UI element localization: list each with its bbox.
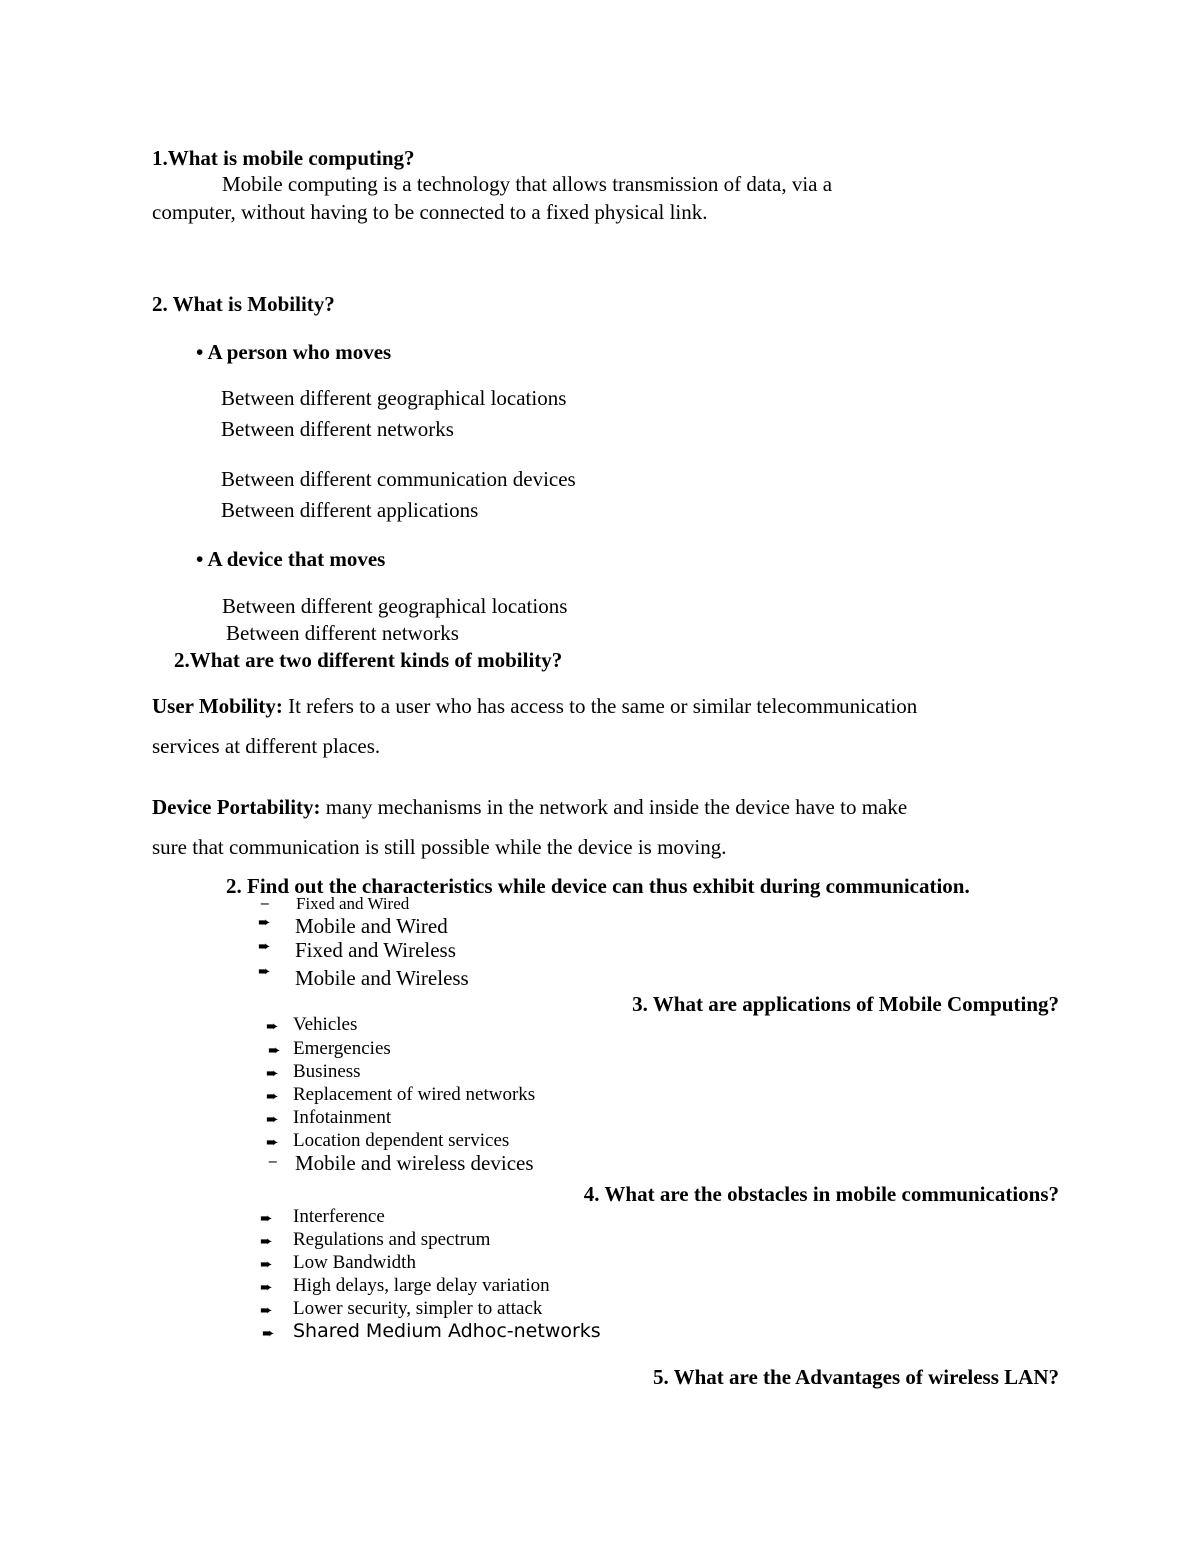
arrow-bullet-icon: ➨ [258,937,271,955]
q2c-item: Mobile and Wireless [295,966,469,990]
arrow-bullet-icon: ➨ [258,962,271,980]
q2c-item: Fixed and Wired [296,894,410,913]
device-portability-line1 [152,794,907,820]
user-mobility-line2: services at different places. [152,734,381,758]
q3-item: Infotainment [293,1107,392,1128]
arrow-bullet-icon: ➨ [260,1255,273,1273]
q4-item: Interference [293,1206,385,1227]
arrow-bullet-icon: ➨ [268,1041,281,1059]
q2-person-heading: • A person who moves [196,340,392,364]
q2c-title: 2. Find out the characteristics while device can thus exhibit during communication. [226,874,970,898]
arrow-bullet-icon: ➨ [260,1209,273,1227]
q4-item: Regulations and spectrum [293,1229,491,1250]
q1-title: 1.What is mobile computing? [152,146,415,170]
arrow-bullet-icon: ➨ [266,1133,279,1151]
arrow-bullet-icon: ➨ [262,1324,275,1342]
q4-title: 4. What are the obstacles in mobile communications? [583,1182,1059,1206]
device-portability-text: many mechanisms in the network and inside the device have to make [320,795,908,819]
q2-title: 2. What is Mobility? [152,292,335,316]
q2-person-item: Between different networks [221,417,454,441]
q1-answer-line2: computer, without having to be connected to a fixed physical link. [152,200,708,224]
q2b-title: 2.What are two different kinds of mobility? [174,648,563,672]
q4-item: Lower security, simpler to attack [293,1298,543,1319]
dash-bullet-icon: ‒ [260,894,270,912]
q2-person-item: Between different communication devices [221,467,576,491]
arrow-bullet-icon: ➨ [260,1301,273,1319]
q4-item: Shared Medium Adhoc-networks [293,1320,601,1342]
q4-item: High delays, large delay variation [293,1275,550,1296]
q3-item: Replacement of wired networks [293,1084,536,1105]
arrow-bullet-icon: ➨ [266,1087,279,1105]
user-mobility-line1 [152,693,917,719]
q2-device-item: Between different geographical locations [222,594,568,618]
q3-title: 3. What are applications of Mobile Computing? [632,992,1059,1016]
arrow-bullet-icon: ➨ [260,1232,273,1250]
q4-item: Low Bandwidth [293,1252,416,1273]
q3-item: Vehicles [293,1014,358,1035]
device-portability-label: Device Portability: [152,795,321,819]
dash-bullet-icon: ‒ [268,1152,278,1170]
q2-device-heading: • A device that moves [196,547,386,571]
user-mobility-label: User Mobility: [152,694,283,718]
arrow-bullet-icon: ➨ [266,1017,279,1035]
arrow-bullet-icon: ➨ [266,1064,279,1082]
device-portability-line2: sure that communication is still possible while the device is moving. [152,835,727,859]
q2-person-item: Between different geographical locations [221,386,567,410]
q3-item: Location dependent services [293,1130,510,1151]
q3-item: Mobile and wireless devices [295,1151,534,1175]
q1-answer-line1: Mobile computing is a technology that allows transmission of data, via a [222,172,833,196]
q3-item: Business [293,1061,361,1082]
q2-device-item: Between different networks [226,621,459,645]
q5-title: 5. What are the Advantages of wireless LAN? [653,1365,1059,1389]
q3-item: Emergencies [293,1038,391,1059]
arrow-bullet-icon: ➨ [266,1110,279,1128]
q2c-item: Mobile and Wired [295,914,448,938]
arrow-bullet-icon: ➨ [260,1278,273,1296]
q2c-item: Fixed and Wireless [295,938,456,962]
q2-person-item: Between different applications [221,498,479,522]
arrow-bullet-icon: ➨ [258,913,271,931]
user-mobility-text: It refers to a user who has access to the same or similar telecommunication [282,694,918,718]
